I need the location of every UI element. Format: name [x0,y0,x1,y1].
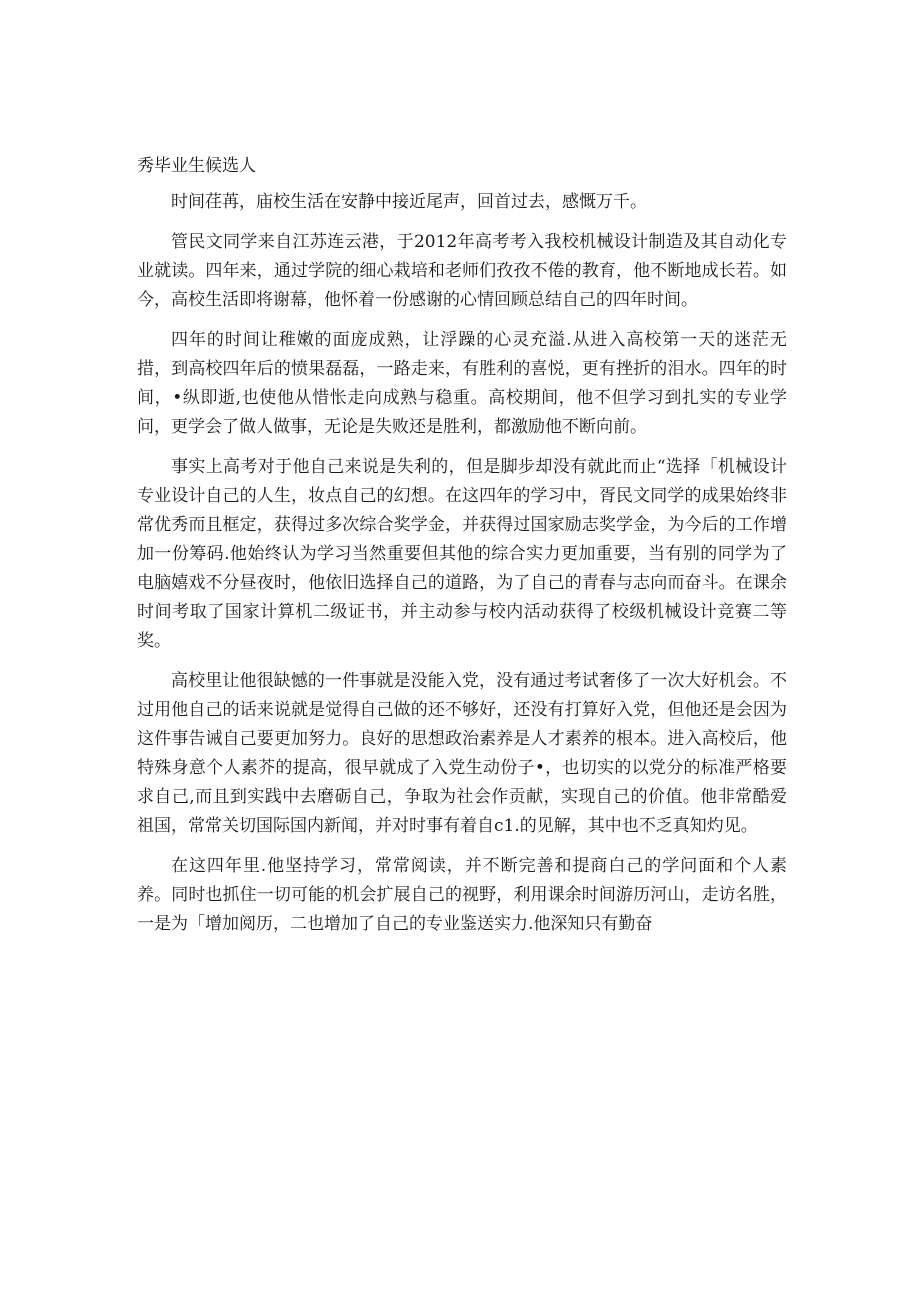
document-heading: 秀毕业生候选人 [137,156,256,176]
paragraph-3: 四年的时间让稚嫩的面庞成熟，让浮躁的心灵充溢.从进入高校第一天的迷茫无措，到高校四年后的愤果磊磊，一路走来，有胜利的喜悦，更有挫折的泪水。四年的时间，•纵即逝,也使他从惜怅走向成熟与稳重。高校期间，他不但学习到扎实的专业学问，更学会了做人做事，无论是失败还是胜利，都激励他不断向前。 [137,330,787,437]
paragraph-2: 管民文同学来自江苏连云港，于2012年高考考入我校机械设计制造及其自动化专业就读。四年来，通过学院的细心栽培和老师们孜孜不倦的教育，他不断地成长若。如今，高校生活即将谢幕，他怀着一份感谢的心情回顾总结自己的四年时间。 [137,232,787,310]
paragraph-5: 高校里让他很缺憾的一件事就是没能入党，没有通过考试奢侈了一次大好机会。不过用他自己的话来说就是觉得自己做的还不够好，还没有打算好入党，但他还是会因为这件事告诫自己要更加努力。良好的思想政治素养是人才素养的根本。进入高校后，他特殊身意个人素芥的提高，很早就成了入党生动份子•，也切实的以党分的标准严格要求自己,而且到实践中去磨砺自己，争取为社会作贡献，实现自己的价值。他非常酷爱祖国，常常关切国际国内新闻，并对时事有着自c1.的见解，其中也不乏真知灼见。 [137,671,787,836]
paragraph-4: 事实上高考对于他自己来说是失利的，但是脚步却没有就此而止“选择「机械设计专业设计自己的人生，妆点自己的幻想。在这四年的学习中，胥民文同学的成果始终非常优秀而且框定，获得过多次综合奖学金，并获得过国家励志奖学金，为今后的工作增加一份筹码.他始终认为学习当然重要但其他的综合实力更加重要，当有别的同学为了电脑嬉戏不分昼夜时，他依旧选择自己的道路，为了自己的青春与志向而奋斗。在课余时间考取了国家计算机二级证书，并主动参与校内活动获得了校级机械设计竞赛二等奖。 [137,457,787,651]
paragraph-1: 时间荏苒，庙校生活在安静中接近尾声，回首过去，感慨万千。 [171,192,647,212]
paragraph-6: 在这四年里.他坚持学习，常常阅读，并不断完善和提商白己的学问面和个人素养。同时也抓住一切可能的机会扩展自己的视野，利用课余时间游历河山，走访名胜，一是为「增加阅历，二也增加了自己的专业鉴送实力.他深知只有勤奋 [137,856,787,934]
document-body [137,188,787,950]
